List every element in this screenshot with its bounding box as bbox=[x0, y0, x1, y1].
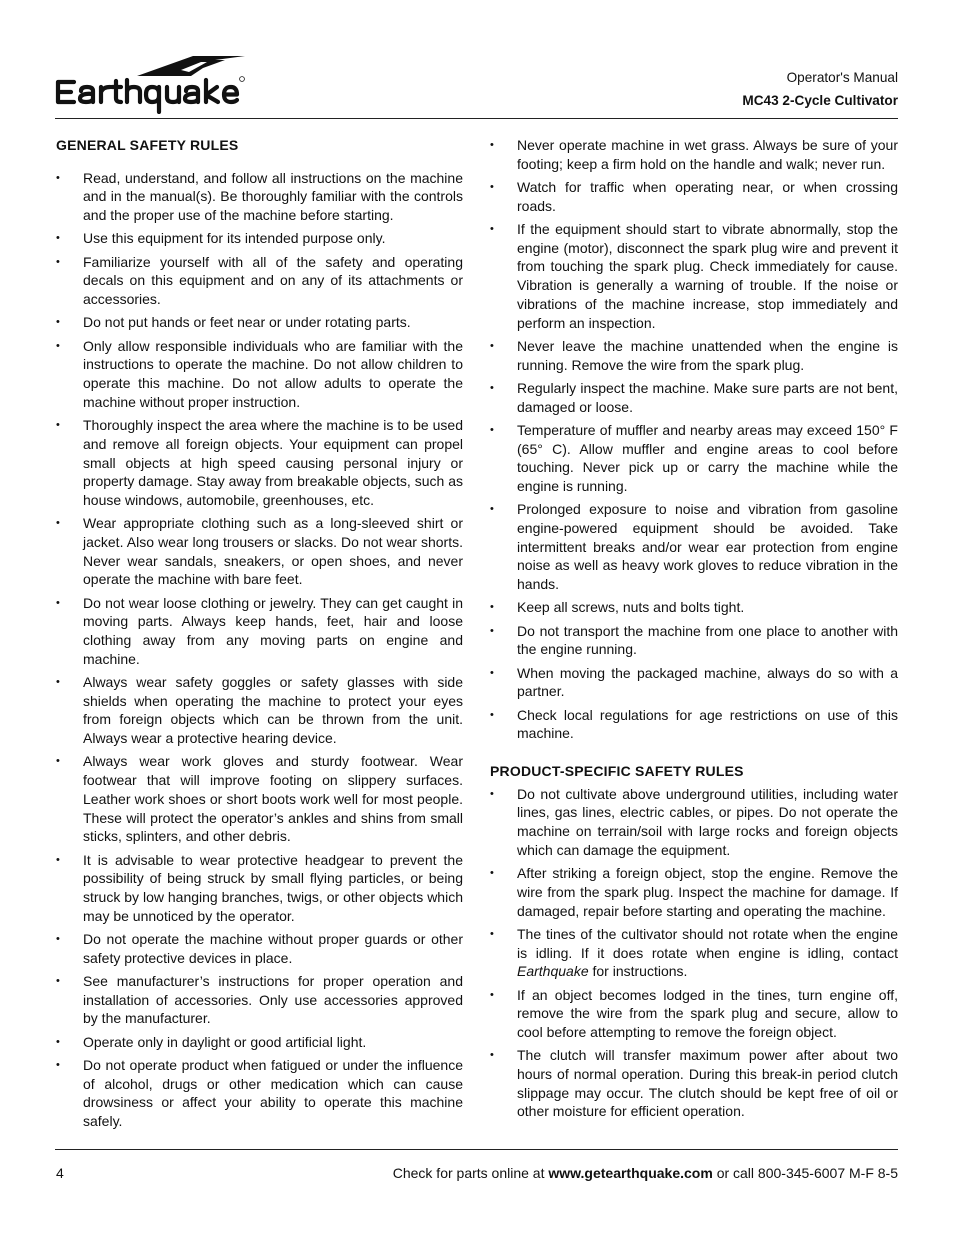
list-item: • Always wear safety goggles or safety glasses with side shields when operating the machine to protect your eyes from foreign objects which can be thrown from the unit. Always wear a protective hearing device. bbox=[56, 673, 463, 748]
list-item: • Use this equipment for its intended purpose only. bbox=[56, 229, 463, 248]
footer-contact bbox=[393, 1165, 898, 1181]
list-item: • Never operate machine in wet grass. Always be sure of your footing; keep a firm hold on the handle and walk; never run. bbox=[490, 136, 898, 173]
list-item: • Thoroughly inspect the area where the machine is to be used and remove all foreign objects. Your equipment can propel small objects at high speed causing personal injury or property damage. Stay away from breakable objects, such as house windows, automobile, greenhouses, etc. bbox=[56, 416, 463, 510]
list-item: • Never leave the machine unattended when the engine is running. Remove the wire from the spark plug. bbox=[490, 337, 898, 374]
list-item: • Familiarize yourself with all of the safety and operating decals on this equipment and on any of its attachments or accessories. bbox=[56, 253, 463, 309]
list-item: • Check local regulations for age restrictions on use of this machine. bbox=[490, 706, 898, 743]
list-item: • Operate only in daylight or good artificial light. bbox=[56, 1033, 463, 1052]
list-item: • If an object becomes lodged in the tines, turn engine off, remove the wire from the spark plug and secure, allow to cool before attempting to remove the foreign object. bbox=[490, 986, 898, 1042]
list-item: • Prolonged exposure to noise and vibration from gasoline engine-powered equipment should be avoided. Take intermittent breaks and/or wear ear protection from engine noise as well as heavy work gloves to reduce vibration in the hands. bbox=[490, 500, 898, 594]
earthquake-logo bbox=[55, 54, 277, 114]
section-heading-product-specific: PRODUCT-SPECIFIC SAFETY RULES bbox=[490, 763, 744, 780]
model-title: MC43 2-Cycle Cultivator bbox=[742, 93, 898, 108]
footer-pre: Check for parts online at bbox=[392, 1165, 545, 1181]
list-item: • Do not operate the machine without proper guards or other safety protective devices in place. bbox=[56, 930, 463, 967]
list-item: • Temperature of muffler and nearby areas may exceed 150° F (65° C). Allow muffler and engine areas to cool before touching. Never pick up or carry the machine while the engine is running. bbox=[490, 421, 898, 496]
footer-divider bbox=[55, 1149, 898, 1150]
list-item: • When moving the packaged machine, always do so with a partner. bbox=[490, 664, 898, 701]
general-rules-list bbox=[56, 169, 463, 1131]
list-item: • Do not cultivate above underground utilities, including water lines, gas lines, electric cables, or pipes. Do not operate the machine on terrain/soil with large rocks and foreign objects which can damage the equipment. bbox=[490, 785, 898, 860]
list-item: • After striking a foreign object, stop the engine. Remove the wire from the spark plug. Inspect the machine for damage. If damaged, repair before starting and operating the machine. bbox=[490, 864, 898, 920]
list-item: • The tines of the cultivator should not rotate when the engine is idling. If it does rotate when engine is idling, contact Earthquake for instructions. bbox=[490, 925, 898, 981]
list-item: • The clutch will transfer maximum power after about two hours of normal operation. During this break-in period clutch slippage may occur. The clutch should be kept free of oil or other moisture for efficient operation. bbox=[490, 1046, 898, 1121]
header-divider bbox=[55, 118, 898, 119]
product-rules-list bbox=[490, 785, 898, 1121]
list-item: • Do not transport the machine from one place to another with the engine running. bbox=[490, 622, 898, 659]
list-item: • If the equipment should start to vibrate abnormally, stop the engine (motor), disconnect the spark plug wire and prevent it from touching the spark plug. Check immediately for cause. Vibration is generally a warning of trouble. If the noise or vibrations of the machine increase, stop immediately and perform an inspection. bbox=[490, 220, 898, 332]
list-item: • Only allow responsible individuals who are familiar with the instructions to operate the machine. Do not allow children to operate this machine. Do not allow adults to operate the machine without proper instruction. bbox=[56, 337, 463, 412]
list-item: • Always wear work gloves and sturdy footwear. Wear footwear that will improve footing on slippery surfaces. Leather work shoes or short boots work well for most people. These will protect the operator’s ankles and shins from small sticks, splinters, and other debris. bbox=[56, 752, 463, 846]
list-item: • Watch for traffic when operating near, or when crossing roads. bbox=[490, 178, 898, 215]
list-item: • Wear appropriate clothing such as a long-sleeved shirt or jacket. Also wear long trousers or slacks. Do not wear shorts. Never wear sandals, sneakers, or open shoes, and never operate the machine with bare feet. bbox=[56, 514, 463, 589]
list-item: • See manufacturer’s instructions for proper operation and installation of accessories. Only use accessories approved by the manufacturer. bbox=[56, 972, 463, 1028]
earthquake-logo-icon bbox=[55, 54, 277, 114]
footer-post: or call 800-345-6007 M-F 8-5 bbox=[716, 1165, 898, 1181]
website-link[interactable]: www.getearthquake.com bbox=[548, 1165, 713, 1181]
list-item: • It is advisable to wear protective headgear to prevent the possibility of being struck by small flying particles, or being struck by low hanging branches, twigs, or other objects which may be unnoticed by the operator. bbox=[56, 851, 463, 926]
doc-type: Operator's Manual bbox=[786, 70, 898, 85]
header-right bbox=[742, 66, 898, 112]
list-item: • Read, understand, and follow all instructions on the machine and in the manual(s). Be thoroughly familiar with the controls and the proper use of the machine before starting. bbox=[56, 169, 463, 225]
page-number: 4 bbox=[56, 1165, 64, 1181]
left-column bbox=[56, 136, 463, 1135]
general-rules-list-continued bbox=[490, 136, 898, 743]
right-column bbox=[490, 136, 898, 1126]
list-item: • Do not wear loose clothing or jewelry. They can get caught in moving parts. Always keep hands, feet, hair and loose clothing away from any moving parts on engine and machine. bbox=[56, 594, 463, 669]
list-item: • Do not operate product when fatigued or under the influence of alcohol, drugs or other medication which can cause drowsiness or affect your ability to operate this machine safely. bbox=[56, 1056, 463, 1131]
list-item: • Do not put hands or feet near or under rotating parts. bbox=[56, 313, 463, 332]
list-item: • Regularly inspect the machine. Make sure parts are not bent, damaged or loose. bbox=[490, 379, 898, 416]
list-item: • Keep all screws, nuts and bolts tight. bbox=[490, 598, 898, 617]
section-heading-general: GENERAL SAFETY RULES bbox=[56, 137, 239, 153]
